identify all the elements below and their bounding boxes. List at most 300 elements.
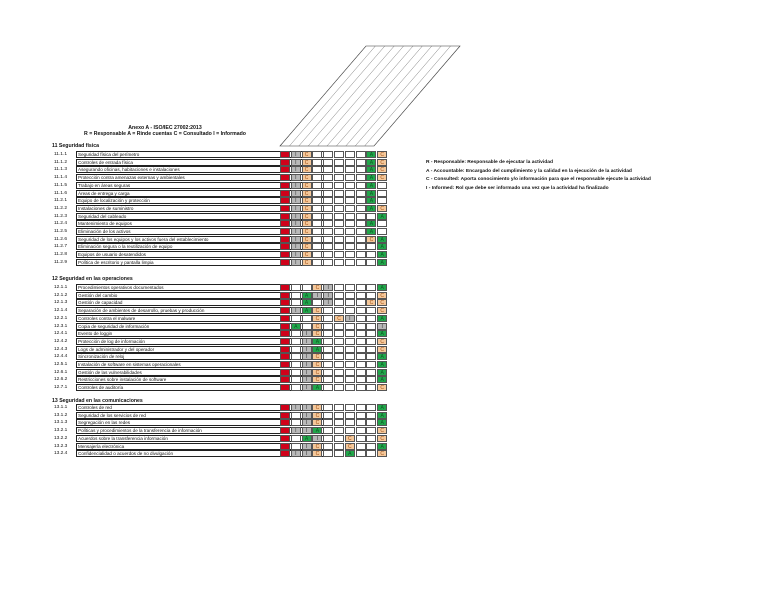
raci-cell: [366, 404, 376, 411]
raci-cell: [345, 182, 355, 189]
raci-cell: A: [377, 412, 387, 419]
raci-cell: [323, 330, 333, 337]
raci-cell: R: [280, 450, 290, 457]
raci-cell: C: [377, 292, 387, 299]
raci-cell: [366, 213, 376, 220]
raci-cell: [334, 174, 344, 181]
raci-cell: C: [377, 166, 387, 173]
control-description: Protección contra amenazas externas y ambientales: [76, 174, 330, 181]
raci-cell: [312, 299, 322, 306]
raci-cell: [356, 443, 366, 450]
table-row: [52, 174, 398, 181]
raci-cell: [323, 384, 333, 391]
control-number: 11.1.5: [54, 182, 67, 188]
raci-cell: A: [377, 243, 387, 250]
raci-cell: [291, 284, 301, 291]
table-row: [52, 435, 398, 442]
control-description: Áreas de entrega y carga: [76, 190, 330, 197]
raci-cell: [312, 251, 322, 258]
raci-cell: [366, 323, 376, 330]
raci-cell: I: [323, 284, 333, 291]
raci-cell: [334, 443, 344, 450]
control-description: Evento de loggin: [76, 330, 330, 337]
raci-cell: C: [377, 205, 387, 212]
legend-accountable: A - Accountable: Encargado del cumplimiento y la calidad en la ejecución de la actividad: [426, 168, 632, 174]
control-number: 12.1.1: [54, 285, 68, 290]
raci-cell: R: [280, 361, 290, 368]
raci-cell: C: [302, 205, 312, 212]
raci-cell: [377, 182, 387, 189]
raci-cell: R: [280, 259, 290, 266]
control-number: 12.4.1: [54, 331, 68, 337]
raci-cell: C: [377, 338, 387, 345]
raci-cell: R: [280, 307, 290, 314]
raci-cell: I: [302, 376, 312, 383]
raci-cell: [377, 220, 387, 227]
raci-cell: [334, 338, 344, 345]
raci-cell: [345, 251, 355, 258]
raci-cell: I: [302, 338, 312, 345]
table-row: [52, 190, 398, 197]
raci-cell: [366, 315, 376, 322]
raci-cell: I: [291, 197, 301, 204]
table-row: [52, 330, 398, 337]
control-description: Logs de administrador y del operador: [76, 346, 330, 353]
raci-cell: [366, 376, 376, 383]
raci-cell: I: [302, 419, 312, 426]
raci-cell: [323, 450, 333, 457]
raci-cell: C: [312, 419, 322, 426]
raci-cell: C: [377, 435, 387, 442]
raci-cell: [334, 404, 344, 411]
raci-cell: R: [280, 220, 290, 227]
raci-cell: I: [291, 182, 301, 189]
control-description: Controles de red: [76, 404, 330, 411]
raci-cell: [323, 205, 333, 212]
raci-cell: [291, 338, 301, 345]
table-row: [52, 284, 398, 291]
raci-cell: A: [302, 299, 312, 306]
raci-cell: [334, 369, 344, 376]
raci-cell: [366, 435, 376, 442]
table-row: [52, 307, 398, 314]
raci-cell: I: [291, 243, 301, 250]
raci-cell: [323, 251, 333, 258]
raci-cell: [323, 190, 333, 197]
control-description: Eliminación segura o la reutilización de equipo: [76, 243, 330, 250]
raci-cell: [323, 412, 333, 419]
raci-cell: [356, 236, 366, 243]
raci-cell: [366, 361, 376, 368]
raci-cell: R: [280, 338, 290, 345]
raci-cell: [356, 197, 366, 204]
raci-cell: R: [280, 419, 290, 426]
raci-cell: I: [291, 450, 301, 457]
control-description: Mantenimiento de equipos: [76, 220, 330, 227]
raci-cell: I: [302, 346, 312, 353]
control-number: 11.2.5: [54, 229, 67, 234]
control-number: 12.1.3: [54, 300, 68, 306]
raci-cell: I: [302, 384, 312, 391]
table-row: [52, 243, 398, 250]
raci-cell: A: [377, 259, 387, 266]
raci-cell: C: [302, 174, 312, 181]
raci-cell: [334, 427, 344, 434]
raci-cell: [356, 450, 366, 457]
raci-cell: [323, 228, 333, 235]
section-title: 13 Seguridad en las comunicaciones: [52, 398, 143, 404]
raci-cell: I: [291, 190, 301, 197]
control-number: 13.1.1: [54, 405, 68, 410]
raci-cell: [334, 151, 344, 158]
raci-cell: [366, 384, 376, 391]
raci-cell: [356, 412, 366, 419]
raci-cell: [334, 213, 344, 220]
raci-cell: [291, 384, 301, 391]
control-description: Instalaciones de suministro: [76, 205, 330, 212]
control-number: 12.2.1: [54, 315, 68, 321]
raci-cell: [356, 323, 366, 330]
control-number: 11.2.3: [54, 213, 67, 219]
control-description: Restricciones sobre instalación de software: [76, 376, 330, 383]
raci-cell: A: [377, 213, 387, 220]
raci-cell: [312, 166, 322, 173]
table-row: [52, 384, 398, 391]
raci-cell: A: [366, 220, 376, 227]
raci-cell: [345, 174, 355, 181]
raci-cell: A: [312, 338, 322, 345]
control-number: 13.2.2: [54, 435, 68, 441]
raci-cell: [334, 259, 344, 266]
raci-cell: [345, 376, 355, 383]
raci-cell: [334, 435, 344, 442]
raci-cell: C: [302, 159, 312, 166]
raci-cell: [291, 443, 301, 450]
raci-cell: [334, 353, 344, 360]
raci-cell: [291, 361, 301, 368]
raci-cell: C: [366, 299, 376, 306]
raci-cell: C: [377, 151, 387, 158]
raci-cell: [334, 220, 344, 227]
control-description: Seguridad de los equipos y los activos fuera del establecimiento: [76, 236, 330, 243]
raci-cell: [323, 419, 333, 426]
table-row: [52, 369, 398, 376]
raci-cell: [334, 284, 344, 291]
table-row: [52, 299, 398, 306]
raci-cell: [356, 315, 366, 322]
raci-cell: [356, 151, 366, 158]
raci-cell: R: [280, 353, 290, 360]
raci-cell: C: [302, 182, 312, 189]
raci-cell: R: [280, 197, 290, 204]
raci-cell: R: [280, 323, 290, 330]
raci-cell: [312, 220, 322, 227]
raci-cell: [345, 259, 355, 266]
raci-cell: C: [312, 412, 322, 419]
legend-informed: I - Informed: Rol que debe ser informado una vez que la actividad ha finalizado: [426, 185, 609, 191]
control-description: Seguridad del cableado: [76, 213, 330, 220]
raci-cell: [356, 427, 366, 434]
raci-cell: A: [366, 197, 376, 204]
raci-cell: [345, 236, 355, 243]
raci-cell: A: [366, 228, 376, 235]
raci-cell: R: [280, 190, 290, 197]
raci-cell: [291, 369, 301, 376]
control-number: 12.3.1: [54, 323, 68, 329]
raci-cell: [334, 251, 344, 258]
raci-cell: I: [302, 443, 312, 450]
raci-cell: [312, 243, 322, 250]
legend-responsable: R - Responsable: Responsable de ejecutar la actividad: [426, 160, 553, 165]
control-description: Sincronización de reloj: [76, 353, 330, 360]
raci-cell: [312, 213, 322, 220]
raci-cell: [291, 330, 301, 337]
raci-cell: [323, 404, 333, 411]
raci-cell: C: [302, 213, 312, 220]
raci-cell: I: [291, 174, 301, 181]
raci-cell: C: [302, 220, 312, 227]
raci-cell: C: [377, 307, 387, 314]
raci-cell: R: [280, 174, 290, 181]
raci-cell: I: [291, 213, 301, 220]
control-number: 13.1.3: [54, 420, 68, 426]
raci-cell: I: [302, 330, 312, 337]
raci-cell: I: [302, 369, 312, 376]
control-number: 11.1.2: [54, 159, 67, 165]
raci-cell: [366, 369, 376, 376]
table-row: [52, 220, 398, 227]
raci-cell: C: [312, 443, 322, 450]
raci-cell: [334, 205, 344, 212]
raci-cell: [323, 435, 333, 442]
raci-cell: A: [366, 182, 376, 189]
raci-cell: [291, 376, 301, 383]
control-description: Controles de entrada física: [76, 159, 330, 166]
raci-cell: R: [280, 205, 290, 212]
raci-cell: [334, 236, 344, 243]
raci-cell: I: [291, 259, 301, 266]
raci-cell: [302, 315, 312, 322]
raci-cell: [356, 284, 366, 291]
raci-cell: [334, 419, 344, 426]
raci-cell: [356, 159, 366, 166]
raci-cell: R: [280, 151, 290, 158]
raci-cell: [366, 292, 376, 299]
raci-cell: C: [345, 435, 355, 442]
raci-cell: A: [312, 427, 322, 434]
raci-cell: R: [280, 384, 290, 391]
raci-cell: [323, 159, 333, 166]
control-number: 11.2.8: [54, 252, 67, 258]
raci-cell: [334, 450, 344, 457]
raci-cell: I: [291, 236, 301, 243]
raci-cell: [356, 205, 366, 212]
table-row: [52, 228, 398, 235]
raci-cell: [334, 361, 344, 368]
table-row: [52, 419, 398, 426]
control-description: Protección de log de información: [76, 338, 330, 345]
table-row: [52, 251, 398, 258]
raci-cell: [366, 346, 376, 353]
control-description: Controles contra el malware: [76, 315, 330, 322]
control-number: 13.2.3: [54, 443, 68, 449]
raci-cell: [345, 346, 355, 353]
control-number: 12.5.1: [54, 362, 68, 367]
control-number: 12.4.3: [54, 346, 68, 352]
raci-cell: I: [312, 292, 322, 299]
raci-cell: [345, 190, 355, 197]
control-number: 11.1.3: [54, 167, 67, 173]
raci-cell: [334, 228, 344, 235]
raci-cell: [356, 376, 366, 383]
raci-cell: [356, 330, 366, 337]
control-description: Controles de auditoría: [76, 384, 330, 391]
raci-cell: C: [302, 228, 312, 235]
raci-cell: [312, 151, 322, 158]
raci-cell: [366, 419, 376, 426]
raci-cell: [323, 166, 333, 173]
raci-cell: [356, 259, 366, 266]
raci-cell: I: [291, 159, 301, 166]
raci-cell: [323, 151, 333, 158]
raci-cell: C: [312, 369, 322, 376]
raci-cell: A: [312, 346, 322, 353]
raci-cell: [334, 346, 344, 353]
table-row: [52, 404, 398, 411]
raci-cell: C: [334, 315, 344, 322]
raci-cell: I: [291, 307, 301, 314]
raci-cell: C: [312, 376, 322, 383]
raci-cell: I: [345, 315, 355, 322]
raci-cell: [312, 174, 322, 181]
raci-cell: [312, 236, 322, 243]
raci-cell: I: [291, 220, 301, 227]
table-row: [52, 338, 398, 345]
table-row: [52, 376, 398, 383]
raci-cell: A: [377, 353, 387, 360]
raci-cell: [291, 346, 301, 353]
raci-cell: R: [280, 404, 290, 411]
raci-cell: R: [280, 376, 290, 383]
raci-cell: [291, 353, 301, 360]
raci-cell: [356, 307, 366, 314]
raci-cell: R: [280, 369, 290, 376]
raci-cell: [345, 151, 355, 158]
raci-cell: [345, 205, 355, 212]
raci-cell: [345, 412, 355, 419]
raci-cell: C: [377, 427, 387, 434]
control-number: 12.4.2: [54, 338, 68, 344]
raci-cell: [334, 412, 344, 419]
raci-cell: [377, 228, 387, 235]
raci-cell: C: [377, 450, 387, 457]
raci-cell: [291, 292, 301, 299]
raci-cell: [334, 299, 344, 306]
control-description: Gestión de capacidad: [76, 299, 330, 306]
raci-cell: R: [280, 435, 290, 442]
role-header-band: [0, 0, 768, 150]
table-row: [52, 450, 398, 457]
raci-cell: [356, 369, 366, 376]
raci-cell: [323, 182, 333, 189]
control-description: Asegurando oficinas, habitaciones e instalaciones: [76, 166, 330, 173]
table-row: [52, 205, 398, 212]
control-number: 12.7.1: [54, 385, 68, 391]
raci-cell: C: [302, 243, 312, 250]
raci-cell: [302, 323, 312, 330]
raci-cell: [366, 259, 376, 266]
table-row: [52, 151, 398, 158]
raci-cell: R: [280, 213, 290, 220]
table-row: [52, 412, 398, 419]
raci-cell: A: [377, 330, 387, 337]
raci-cell: [377, 190, 387, 197]
raci-cell: [377, 197, 387, 204]
raci-cell: [323, 307, 333, 314]
raci-cell: [312, 205, 322, 212]
raci-cell: [312, 197, 322, 204]
raci-cell: [356, 419, 366, 426]
raci-cell: [323, 353, 333, 360]
raci-cell: A: [366, 205, 376, 212]
control-number: 11.1.4: [54, 175, 67, 181]
raci-cell: [334, 197, 344, 204]
section-title: 11 Seguridad física: [52, 143, 99, 149]
raci-cell: C: [302, 166, 312, 173]
raci-cell: [345, 213, 355, 220]
raci-cell: I: [291, 404, 301, 411]
raci-cell: I: [291, 151, 301, 158]
control-description: Trabajo en áreas seguras: [76, 182, 330, 189]
raci-cell: [291, 435, 301, 442]
raci-cell: [312, 159, 322, 166]
raci-cell: [323, 369, 333, 376]
raci-cell: C: [366, 236, 376, 243]
raci-cell: [356, 243, 366, 250]
raci-cell: C: [377, 299, 387, 306]
table-row: [52, 197, 398, 204]
raci-cell: [356, 292, 366, 299]
raci-cell: A: [366, 190, 376, 197]
raci-cell: [334, 159, 344, 166]
raci-cell: [323, 243, 333, 250]
control-description: Instalación de software en sistemas operacionales: [76, 361, 330, 368]
table-row: [52, 182, 398, 189]
raci-cell: A: [366, 174, 376, 181]
table-row: [52, 292, 398, 299]
raci-cell: I: [302, 404, 312, 411]
table-row: [52, 166, 398, 173]
raci-cell: [334, 376, 344, 383]
control-number: 12.6.1: [54, 369, 68, 375]
control-number: 11.2.7: [54, 244, 67, 250]
control-description: Procedimientos operativos documentados: [76, 284, 330, 291]
raci-cell: C: [312, 353, 322, 360]
raci-cell: I: [323, 292, 333, 299]
control-description: Gestión de las vulnerabilidades: [76, 369, 330, 376]
table-row: [52, 315, 398, 322]
raci-cell: [345, 307, 355, 314]
table-row: [52, 427, 398, 434]
raci-cell: [334, 182, 344, 189]
raci-cell: R: [280, 228, 290, 235]
raci-cell: [345, 228, 355, 235]
matrix-title: Anexo A - ISO/IEC 27002:2013: [128, 125, 202, 131]
raci-cell: R: [280, 159, 290, 166]
raci-cell: [334, 323, 344, 330]
control-description: Seguridad de los servicios de red: [76, 412, 330, 419]
raci-cell: A: [377, 443, 387, 450]
